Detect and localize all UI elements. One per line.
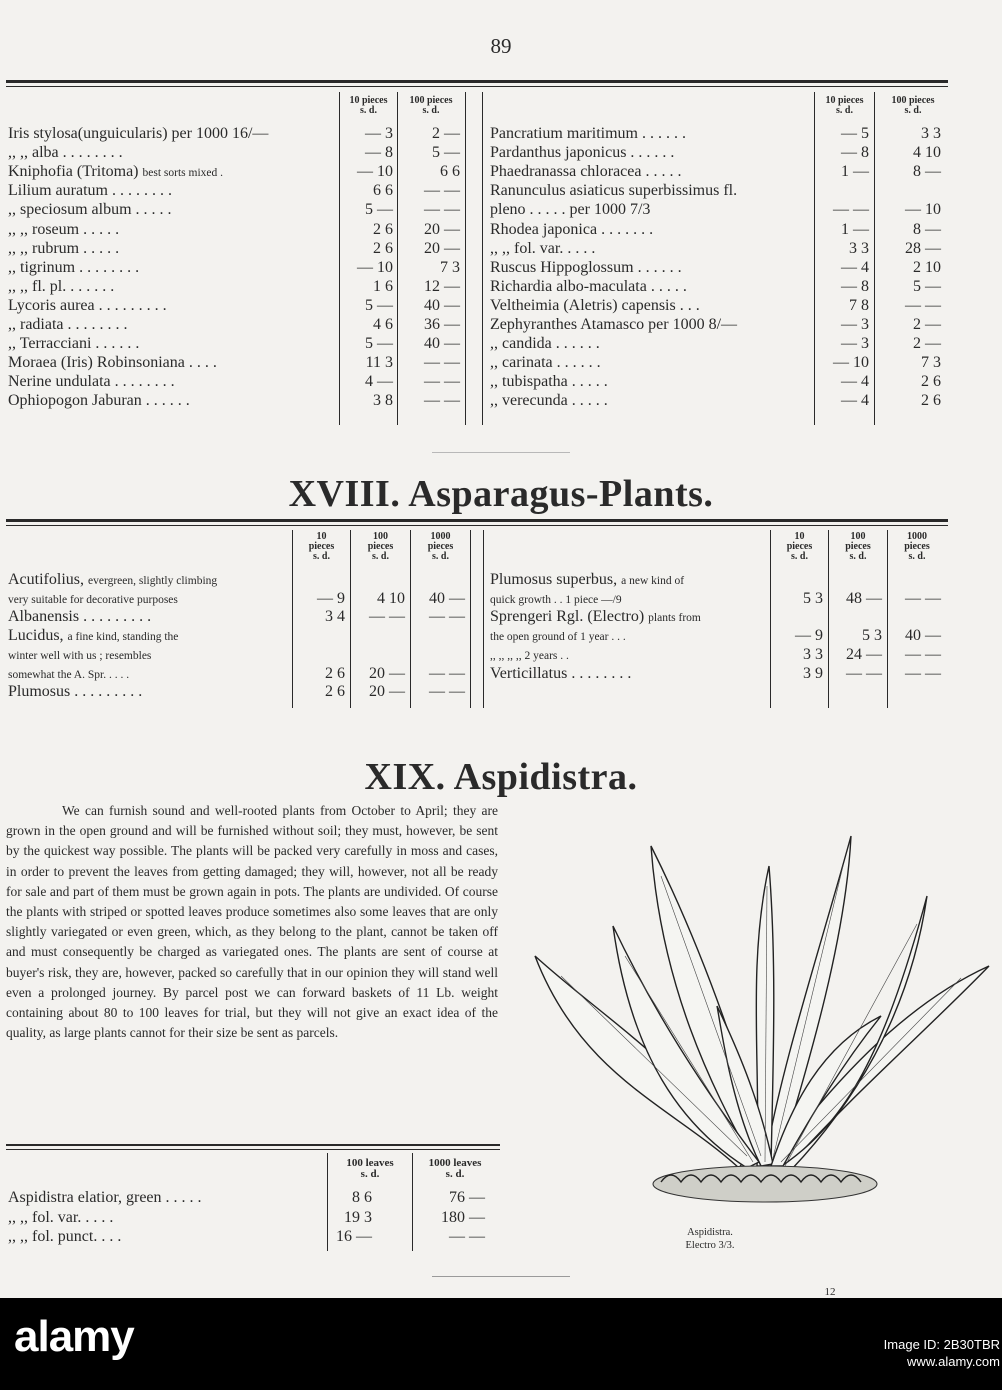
section-title-asparagus: XVIII. Asparagus-Plants. [288, 473, 714, 515]
price-cell: — 4 [841, 258, 869, 276]
item-name [490, 589, 766, 609]
item-name [490, 664, 766, 684]
price-cell: 2 6 [325, 664, 345, 682]
column-header: 100 pieces s. d. [845, 531, 871, 562]
item-note: a fine kind, standing the [67, 631, 179, 644]
price-cell: 7 3 [440, 258, 460, 276]
item-label: Plumosus superbus, [490, 571, 618, 588]
item-note: the open ground of 1 year . . . [490, 631, 626, 644]
table-row [0, 220, 1002, 240]
price-cell: — — [429, 683, 465, 701]
price-cell: — 9 [795, 627, 823, 645]
price-cell: — — [846, 664, 882, 682]
price-cell: 2 6 [921, 373, 941, 391]
price-cell: 3 4 [325, 608, 345, 626]
column-header: 1000 pieces s. d. [427, 531, 454, 562]
item-note: best sorts mixed . [142, 167, 224, 180]
item-label: Rhodea japonica . . . . . . . [490, 220, 654, 238]
price-cell: — — [424, 392, 460, 410]
item-note: a new kind of [621, 575, 685, 587]
item-label: ,, ,, roseum . . . . . [8, 220, 120, 238]
price-cell: — — [905, 664, 941, 682]
price-cell: 8 6 [352, 1189, 372, 1206]
price-cell: — 10 [357, 258, 393, 276]
price-cell: 5 — [365, 296, 393, 314]
item-label: Nerine undulata . . . . . . . . [8, 373, 175, 391]
price-cell: 8 — [913, 163, 941, 181]
table-row [0, 315, 1002, 335]
item-label: ,, candida . . . . . . [490, 335, 600, 353]
table-row [0, 143, 1002, 163]
item-name [8, 682, 292, 702]
price-cell: — 8 [841, 144, 869, 162]
price-cell: — 10 [833, 354, 869, 372]
item-name [8, 1188, 326, 1208]
price-cell: — — [424, 182, 460, 200]
table-row [0, 570, 1002, 590]
price-cell: — — [429, 608, 465, 626]
price-cell: 6 6 [373, 182, 393, 200]
asparagus-rule-thin [6, 525, 948, 526]
price-cell: 20 — [369, 683, 405, 701]
column-header: 100 pieces s. d. [891, 95, 935, 116]
item-label: Iris stylosa(unguicularis) per 1000 16/— [8, 125, 269, 142]
item-label: Pancratium maritimum . . . . . . [490, 125, 686, 142]
table-row [0, 277, 1002, 297]
price-cell: 5 — [913, 277, 941, 295]
item-label: Albanensis . . . . . . . . . [8, 608, 152, 626]
table-row [0, 124, 1002, 144]
item-label: Moraea (Iris) Robinsoniana . . . . [8, 354, 217, 372]
aspidistra-description: We can furnish sound and well-rooted plants from October to April; they are grown in the open ground and will be furnished without soil; they must, however, be sent by the quickest way possible. The plants will be packed very carefully in moss and cases, in order to prevent the leaves from getting damaged; they will, however, not all be ready for sale and part of them must be grown again in pots. The plants are undivided. Of course the plants with striped or spotted leaves produce sometimes also some leaves that are only slightly variegated or even green, which, as they belong to the plant, cannot be taken off and must consequently be charged as variegated ones. The plants are sent of course at buyer's risk, they are, however, packed so carefully that in our opinion they will stand well even a prolonged journey. By parcel post we can forward baskets of 11 Lb. weight containing about 80 to 100 leaves for trial, but they will not give an exact idea of the quality, as large plants cannot for their size be sent as parcels. [6, 803, 498, 1041]
item-label: Veltheimia (Aletris) capensis . . . [490, 296, 700, 314]
price-cell: 28 — [905, 239, 941, 257]
top-rule-thick [6, 80, 948, 83]
price-cell: 5 — [365, 335, 393, 353]
item-label: ,, carinata . . . . . . [490, 354, 601, 372]
price-cell: — 8 [365, 144, 393, 162]
item-label: ,, ,, fol. var. . . . . [8, 1208, 114, 1226]
item-label: pleno . . . . . per 1000 7/3 [490, 201, 651, 219]
table-row [0, 664, 1002, 684]
item-name [490, 181, 812, 201]
price-cell: — — [369, 608, 405, 626]
item-label: ,, radiata . . . . . . . . [8, 316, 128, 333]
price-cell: 3 8 [373, 392, 393, 410]
price-cell: 12 — [424, 277, 460, 295]
item-name [490, 334, 812, 354]
price-cell: 1 6 [373, 277, 393, 295]
item-label: ,, tubispatha . . . . . [490, 373, 608, 391]
item-note: plants from [648, 612, 701, 625]
item-name [8, 1208, 326, 1228]
price-cell: — 8 [841, 277, 869, 295]
price-cell: 2 — [432, 125, 460, 142]
item-name [490, 200, 812, 220]
table-row [0, 334, 1002, 354]
price-cell: 7 3 [921, 354, 941, 372]
column-header: 1000 leaves s. d. [428, 1157, 482, 1180]
item-name [490, 607, 766, 627]
table-row [0, 626, 1002, 646]
item-name [490, 220, 812, 240]
item-note: winter well with us ; resembles [8, 649, 152, 662]
item-label: ,, ,, alba . . . . . . . . [8, 144, 123, 162]
item-name [490, 315, 812, 335]
price-cell: 4 — [365, 373, 393, 391]
item-name [490, 258, 812, 278]
price-cell: 76 — [449, 1189, 485, 1206]
item-label: Ophiopogon Jaburan . . . . . . [8, 392, 190, 410]
table-row [0, 372, 1002, 392]
table-row [0, 391, 1002, 411]
price-cell: 2 6 [921, 392, 941, 410]
price-cell: 4 10 [377, 589, 405, 607]
aspidistra-illustration [521, 806, 997, 1212]
price-cell: 8 — [913, 220, 941, 238]
item-label: ,, ,, fl. pl. . . . . . . [8, 277, 115, 295]
price-cell: — 10 [905, 201, 941, 219]
price-cell: 1 — [841, 220, 869, 238]
item-label: Lucidus, [8, 627, 64, 645]
item-note: quick growth . . 1 piece —/9 [490, 593, 622, 606]
table-row [0, 607, 1002, 627]
price-cell: 2 10 [913, 258, 941, 276]
illustration-caption: Aspidistra. Electro 3/3. [685, 1227, 735, 1251]
item-label: Lilium auratum . . . . . . . . [8, 182, 172, 200]
price-cell: 5 3 [862, 627, 882, 645]
item-name [490, 239, 812, 259]
table-row [0, 682, 1002, 702]
table-row [0, 589, 1002, 609]
price-cell: 2 — [913, 316, 941, 333]
price-cell: 2 6 [373, 239, 393, 257]
item-name [490, 570, 766, 590]
price-cell: 40 — [424, 296, 460, 314]
price-cell: 1 — [841, 163, 869, 181]
table-row [0, 162, 1002, 182]
price-cell: 20 — [424, 220, 460, 238]
item-name [490, 372, 812, 392]
price-cell: — — [424, 201, 460, 219]
price-cell: 11 3 [365, 354, 393, 372]
item-label: ,, speciosum album . . . . . [8, 201, 172, 219]
column-header: 10 pieces s. d. [786, 531, 813, 562]
item-label: ,, Terracciani . . . . . . [8, 335, 140, 353]
price-cell: 3 3 [921, 125, 941, 142]
price-cell: — — [905, 645, 941, 663]
price-cell: 2 6 [325, 683, 345, 701]
section-title-aspidistra: XIX. Aspidistra. [364, 756, 638, 798]
item-name [8, 1227, 326, 1247]
page-number: 89 [490, 34, 512, 58]
item-label: Kniphofia (Tritoma) [8, 163, 139, 181]
price-cell: 2 — [913, 335, 941, 353]
item-label: ,, ,, fol. punct. . . . [8, 1228, 122, 1245]
price-cell: — — [424, 354, 460, 372]
price-cell: 20 — [424, 239, 460, 257]
price-cell: 40 — [905, 627, 941, 645]
price-cell: — 3 [365, 125, 393, 142]
price-cell: 3 3 [849, 239, 869, 257]
price-cell: — — [905, 589, 941, 607]
column-header: 10 pieces s. d. [349, 95, 388, 116]
price-cell: — 4 [841, 373, 869, 391]
table-row [0, 353, 1002, 373]
price-cell: — 9 [317, 589, 345, 607]
item-note: ,, ,, ,, ,, 2 years . . [490, 649, 569, 662]
item-name [490, 277, 812, 297]
item-note: somewhat the A. Spr. . . . . [8, 668, 130, 681]
item-note: evergreen, slightly climbing [88, 575, 218, 587]
item-label: Lycoris aurea . . . . . . . . . [8, 296, 167, 314]
item-label: Ruscus Hippoglossum . . . . . . [490, 258, 682, 276]
item-label: Ranunculus asiaticus superbissimus fl. [490, 182, 738, 200]
price-cell: 20 — [369, 664, 405, 682]
item-label: Verticillatus . . . . . . . . [490, 664, 632, 682]
item-label: ,, tigrinum . . . . . . . . [8, 258, 140, 276]
price-cell: 48 — [846, 589, 882, 607]
item-name [490, 296, 812, 316]
item-name [490, 391, 812, 411]
price-cell: 4 10 [913, 144, 941, 162]
item-name [490, 645, 766, 665]
item-label: Zephyranthes Atamasco per 1000 8/— [490, 316, 738, 333]
item-label: Pardanthus japonicus . . . . . . [490, 144, 675, 162]
price-cell: 5 — [365, 201, 393, 219]
price-cell: — 4 [841, 392, 869, 410]
item-label: ,, ,, fol. var. . . . . [490, 239, 596, 257]
asparagus-rule-thick [6, 519, 948, 522]
price-cell: — — [449, 1228, 485, 1245]
price-cell: 4 6 [373, 316, 393, 333]
item-name [490, 124, 812, 144]
aspidistra-rule-thick [6, 1144, 500, 1146]
item-label: Sprengeri Rgl. (Electro) [490, 608, 645, 626]
price-cell: 3 9 [803, 664, 823, 682]
top-rule-thin [6, 86, 948, 87]
watermark-banner [0, 1298, 1002, 1390]
item-name [490, 626, 766, 646]
table-row [0, 645, 1002, 665]
table-row [0, 296, 1002, 316]
bottom-divider [432, 1276, 570, 1277]
price-cell: 180 — [441, 1208, 485, 1226]
section-divider [432, 452, 570, 453]
item-name [490, 353, 812, 373]
price-cell: — — [424, 373, 460, 391]
footer-number: 12 [824, 1286, 836, 1298]
item-label: ,, ,, rubrum . . . . . [8, 239, 120, 257]
price-cell: 5 — [432, 144, 460, 162]
price-cell: — — [905, 296, 941, 314]
item-label: Richardia albo-maculata . . . . . [490, 277, 687, 295]
price-cell: 16 — [336, 1228, 372, 1245]
price-cell: 40 — [424, 335, 460, 353]
item-name [490, 162, 812, 182]
price-cell: 6 6 [440, 163, 460, 181]
item-label: ,, verecunda . . . . . [490, 392, 608, 410]
table-row [0, 181, 1002, 201]
price-cell: — — [429, 664, 465, 682]
table-row [0, 239, 1002, 259]
table-row [0, 200, 1002, 220]
alamy-logo: alamy [14, 1312, 134, 1361]
item-label: Phaedranassa chloracea . . . . . [490, 163, 682, 181]
column-header: 10 pieces s. d. [825, 95, 864, 116]
aspidistra-rule-thin [6, 1149, 500, 1150]
price-cell: 7 8 [849, 296, 869, 314]
price-cell: — 5 [841, 125, 869, 142]
price-cell: 24 — [846, 645, 882, 663]
column-header: 10 pieces s. d. [308, 531, 335, 562]
table-row [0, 1227, 1002, 1247]
item-label: Acutifolius, [8, 571, 84, 588]
item-note: very suitable for decorative purposes [8, 593, 178, 606]
item-name [490, 143, 812, 163]
price-cell: — — [833, 201, 869, 219]
price-cell: 3 3 [803, 645, 823, 663]
image-id-text: Image ID: 2B30TBR www.alamy.com [883, 1337, 1000, 1369]
table-row [0, 258, 1002, 278]
price-cell: 36 — [424, 316, 460, 333]
item-label: Aspidistra elatior, green . . . . . [8, 1189, 202, 1206]
price-cell: — 3 [841, 335, 869, 353]
column-header: 100 pieces s. d. [367, 531, 394, 562]
price-cell: — 10 [357, 163, 393, 181]
price-cell: — 3 [841, 316, 869, 333]
price-cell: 19 3 [344, 1208, 372, 1226]
price-cell: 2 6 [373, 220, 393, 238]
column-header: 100 leaves s. d. [346, 1157, 394, 1180]
column-header: 1000 pieces s. d. [904, 531, 930, 562]
price-cell: 40 — [429, 589, 465, 607]
item-label: Plumosus . . . . . . . . . [8, 683, 143, 701]
price-cell: 5 3 [803, 589, 823, 607]
column-header: 100 pieces s. d. [409, 95, 453, 116]
